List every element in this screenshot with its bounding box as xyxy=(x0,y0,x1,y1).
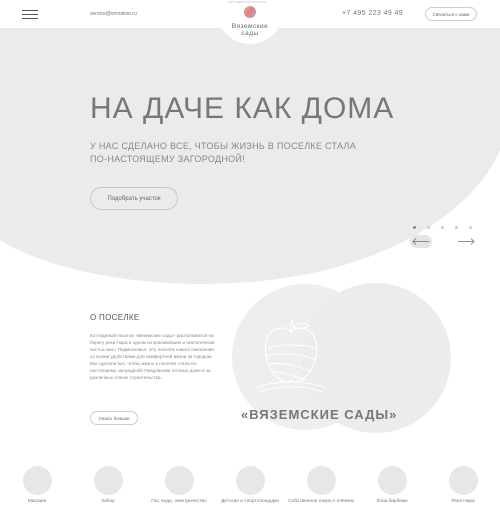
logo-arc-text: коттеджный поселок xyxy=(228,0,267,4)
about-text: Коттеджный поселок «Вяземские сады» расположился на берегу река Нара в одном из красивейших и экологически чистых мест Подмосковья. Эту поселок нового поколения со всеми удобствами для комфортной жизни за городом. Мы сделали все, чтобы жизнь в поселке стала по-настоящему загородной! Предлагаем готовые дома и за различных этапах строительства. xyxy=(90,333,215,380)
lake-icon xyxy=(307,466,336,495)
feature-label: Магазин xyxy=(27,499,47,504)
menu-burger-icon[interactable] xyxy=(22,10,38,19)
river-icon xyxy=(449,466,478,495)
pick-plot-button[interactable]: Подобрать участок xyxy=(90,187,178,210)
about-heading: О ПОСЕЛКЕ xyxy=(90,313,140,322)
feature-bbq[interactable] xyxy=(357,466,427,505)
slider-dot-3[interactable] xyxy=(441,226,444,229)
email-link[interactable]: service@vmnative.ru xyxy=(90,11,137,17)
feature-lake[interactable] xyxy=(286,466,356,505)
feature-label: Детская и спортплощадки xyxy=(221,499,279,504)
feature-fence[interactable] xyxy=(73,466,143,505)
feature-shop[interactable] xyxy=(2,466,72,505)
slider-dot-1[interactable] xyxy=(413,226,416,229)
learn-more-button[interactable]: Узнать больше xyxy=(90,411,138,425)
logo-name xyxy=(217,23,283,37)
playground-icon xyxy=(236,466,265,495)
apple-emblem-icon xyxy=(255,318,327,392)
arrow-left-icon xyxy=(412,238,430,245)
feature-label: Собственное озеро с пляжем xyxy=(288,499,354,504)
logo-name-line2: сады xyxy=(241,30,259,37)
contact-us-button[interactable]: Связаться с нами xyxy=(425,7,477,21)
utilities-icon xyxy=(165,466,194,495)
hero-title: НА ДАЧЕ КАК ДОМА xyxy=(90,92,395,125)
feature-utilities[interactable] xyxy=(144,466,214,505)
feature-label: Забор xyxy=(101,499,115,504)
fence-icon xyxy=(94,466,123,495)
hero-subtitle: У НАС СДЕЛАНО ВСЕ, ЧТОБЫ ЖИЗНЬ В ПОСЕЛКЕ СТАЛА ПО-НАСТОЯЩЕМУ ЗАГОРОДНОЙ! xyxy=(90,141,357,164)
feature-label: Зона барбекю xyxy=(376,499,408,504)
feature-playgrounds[interactable] xyxy=(215,466,285,505)
slider-dot-4[interactable] xyxy=(455,226,458,229)
feature-label: Река Нара xyxy=(451,499,475,504)
slider-prev-button[interactable] xyxy=(410,235,432,248)
shop-icon xyxy=(23,466,52,495)
slider-dot-2[interactable] xyxy=(427,226,430,229)
brand-title: «ВЯЗЕМСКИЕ САДЫ» xyxy=(241,407,398,422)
bbq-icon xyxy=(378,466,407,495)
feature-label: Газ, вода, электричество xyxy=(151,499,207,504)
features-row xyxy=(0,466,500,531)
feature-river[interactable] xyxy=(428,466,498,505)
phone-link[interactable]: +7 495 223 49 49 xyxy=(342,10,404,17)
slider-next-button[interactable] xyxy=(455,235,477,248)
slider-dot-5[interactable] xyxy=(469,226,472,229)
arrow-right-icon xyxy=(457,238,475,245)
logo-name-line1: Вяземские xyxy=(231,23,269,30)
apple-logo-icon xyxy=(244,6,256,18)
